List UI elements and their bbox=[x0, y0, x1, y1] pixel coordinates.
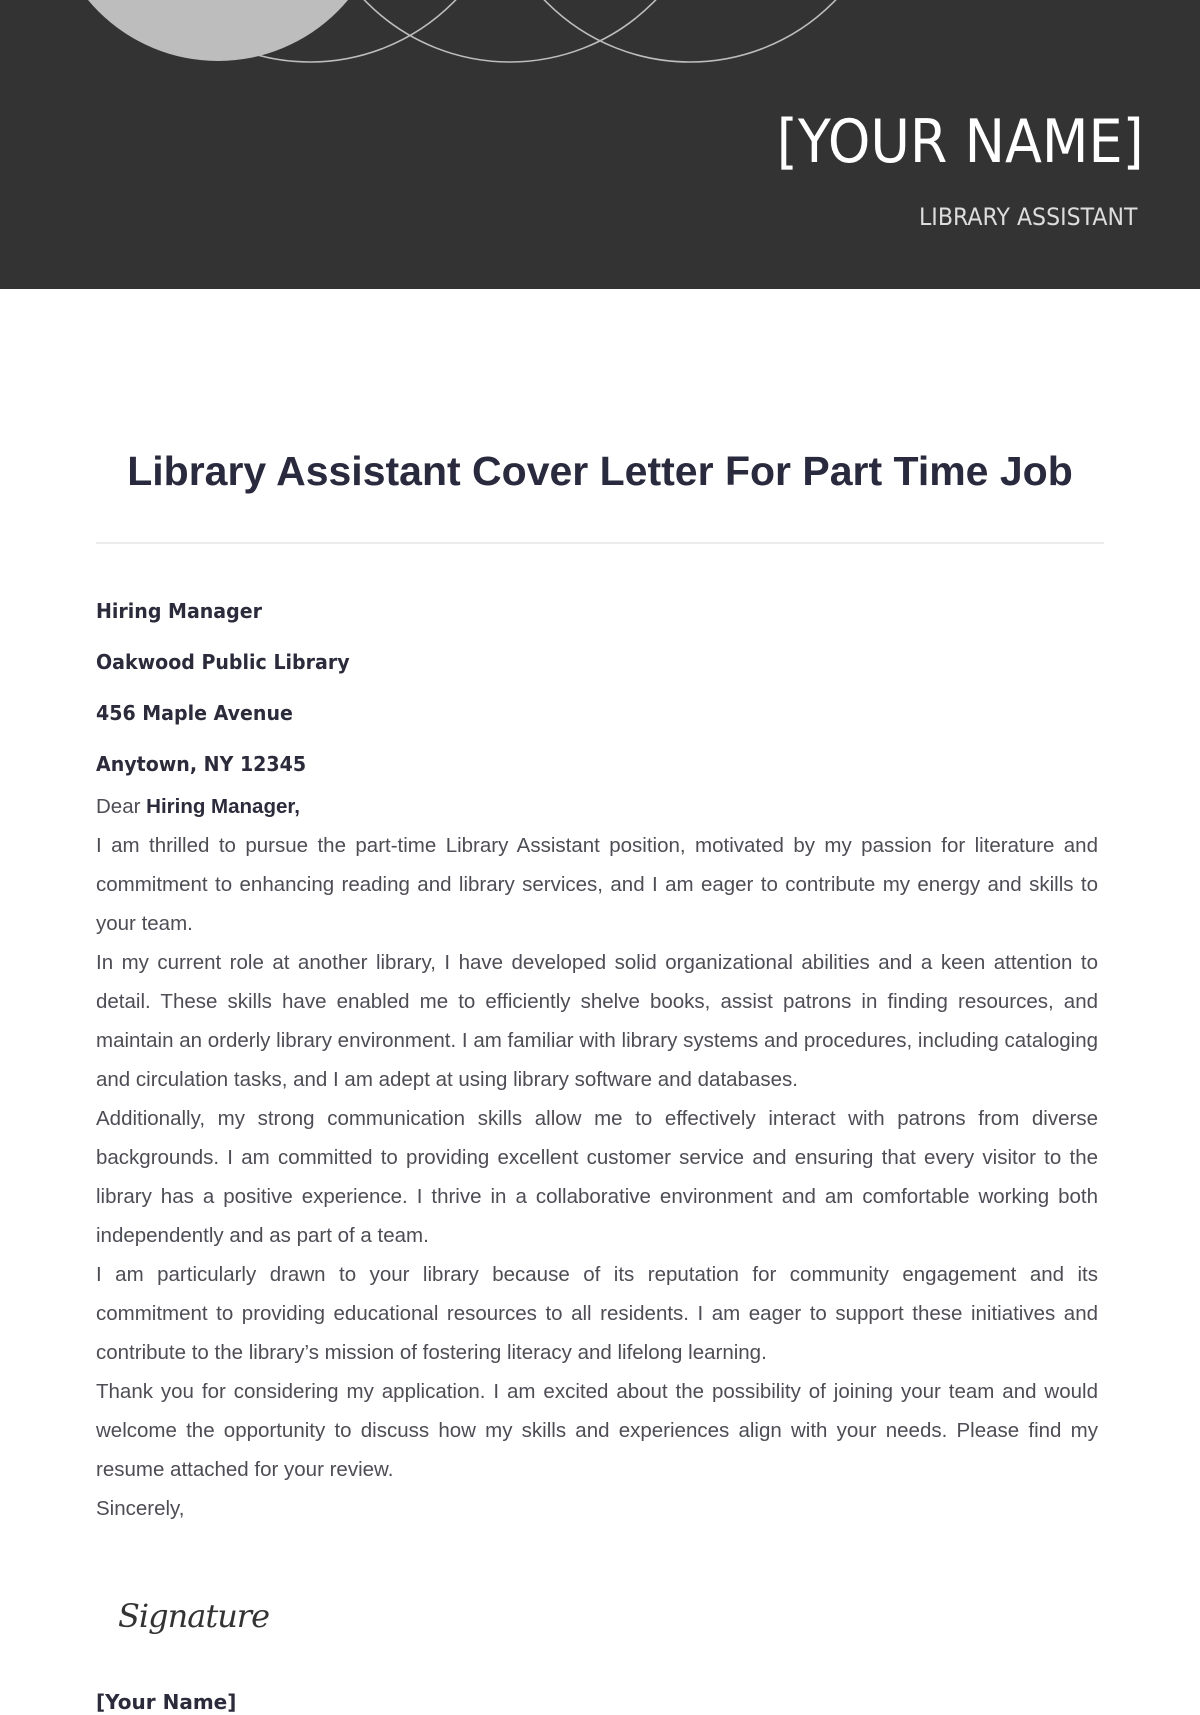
decorative-filled-circle bbox=[49, 0, 387, 61]
salutation-name: Hiring Manager, bbox=[146, 795, 300, 818]
letter-paragraph: Additionally, my strong communication skills allow me to effectively interact with patrons from diverse backgrounds. I am committed to providing excellent customer service and ensuring that every visitor to the library has a positive experience. I thrive in a collaborative environment and am comfortable working both independently and as part of a team. bbox=[96, 1107, 1098, 1247]
document-title: Library Assistant Cover Letter For Part Time Job bbox=[127, 448, 1073, 494]
salutation bbox=[96, 787, 1098, 826]
applicant-name: [YOUR NAME] bbox=[777, 107, 1144, 177]
recipient-name: Hiring Manager bbox=[96, 599, 262, 623]
letter-paragraph: I am particularly drawn to your library because of its reputation for community engagement and its commitment to providing educational resources to all residents. I am eager to support these initiatives and contribute to the library’s mission of fostering literacy and lifelong learning. bbox=[96, 1263, 1098, 1364]
sender-name: [Your Name] bbox=[96, 1690, 237, 1714]
letter-body bbox=[96, 787, 1098, 1528]
letter-paragraph: I am thrilled to pursue the part-time Library Assistant position, motivated by my passion for literature and commitment to enhancing reading and library services, and I am eager to contribute my energy and skills to your team. bbox=[96, 834, 1098, 935]
recipient-address bbox=[96, 598, 796, 802]
recipient-organization: Oakwood Public Library bbox=[96, 650, 350, 674]
recipient-street: 456 Maple Avenue bbox=[96, 701, 293, 725]
recipient-city: Anytown, NY 12345 bbox=[96, 752, 307, 776]
title-divider bbox=[96, 542, 1104, 544]
letter-paragraph: In my current role at another library, I have developed solid organizational abilities and a keen attention to detail. These skills have enabled me to efficiently shelve books, assist patrons in finding resources, and maintain an orderly library environment. I am familiar with library systems and procedures, including cataloging and circulation tasks, and I am adept at using library software and databases. bbox=[96, 951, 1098, 1091]
closing: Sincerely, bbox=[96, 1497, 185, 1520]
signature: Signature bbox=[118, 1597, 270, 1635]
decorative-outline-circle bbox=[488, 0, 892, 62]
salutation-prefix: Dear bbox=[96, 795, 141, 818]
applicant-role: LIBRARY ASSISTANT bbox=[918, 203, 1137, 231]
letter-paragraph: Thank you for considering my application. I am excited about the possibility of joining your team and would welcome the opportunity to discuss how my skills and experiences align with your needs. Please find my resume attached for your review. bbox=[96, 1380, 1098, 1481]
header-banner bbox=[0, 0, 1200, 289]
